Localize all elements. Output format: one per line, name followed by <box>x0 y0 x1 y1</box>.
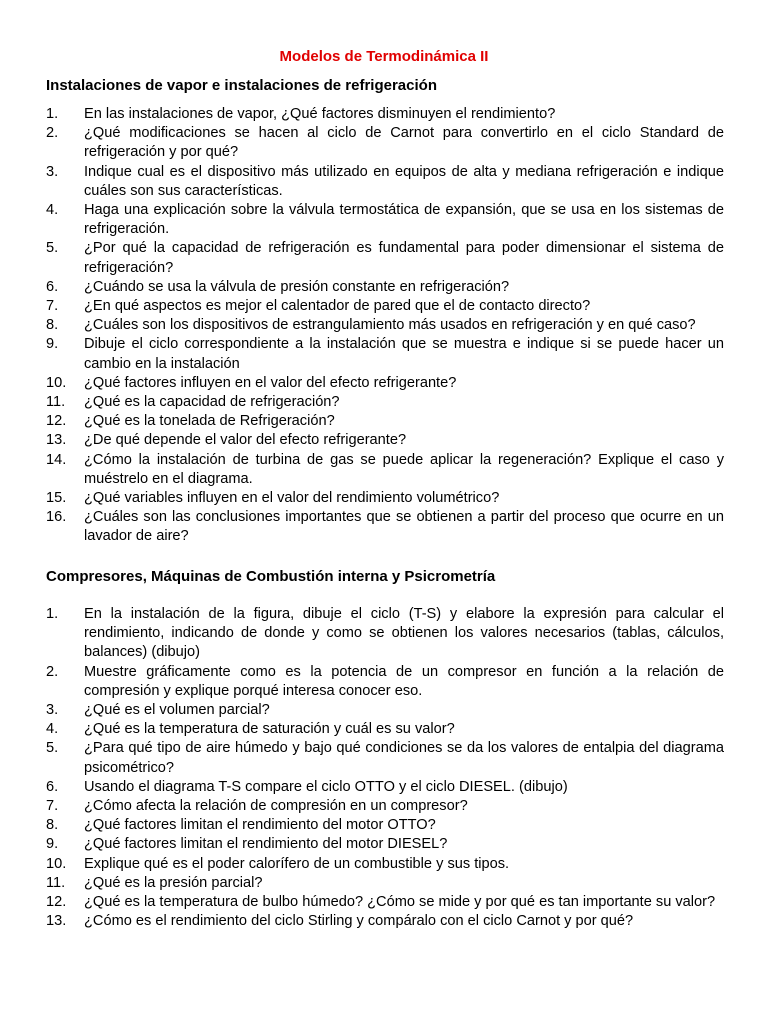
list-item <box>46 508 724 546</box>
list-item-text: ¿Cuándo se usa la válvula de presión constante en refrigeración? <box>84 278 510 295</box>
list-item <box>46 374 724 393</box>
list-item-text: ¿Qué es la temperatura de bulbo húmedo? ¿Cómo se mide y por qué es tan importante su valor? <box>84 894 716 911</box>
list-item <box>46 105 724 124</box>
list-item <box>46 739 724 777</box>
list-item <box>46 335 724 373</box>
list-item-text: ¿Qué factores influyen en el valor del efecto refrigerante? <box>84 374 457 391</box>
list-item-text: ¿De qué depende el valor del efecto refrigerante? <box>84 432 407 449</box>
list-item-text: ¿Qué factores limitan el rendimiento del motor DIESEL? <box>84 836 448 853</box>
list-item <box>46 893 724 912</box>
list-item-text: ¿Qué variables influyen en el valor del rendimiento volumétrico? <box>84 490 500 507</box>
list-item-text: ¿Qué modificaciones se hacen al ciclo de Carnot para convertirlo en el ciclo Standard de refrigeración y por qué? <box>84 125 724 161</box>
list-item-number: 2. <box>46 125 59 142</box>
list-item-number: 10. <box>46 855 67 872</box>
list-item-text: ¿En qué aspectos es mejor el calentador de pared que el de contacto directo? <box>84 298 591 315</box>
list-item <box>46 297 724 316</box>
list-item-text: En las instalaciones de vapor, ¿Qué factores disminuyen el rendimiento? <box>84 106 556 122</box>
list-item-number: 11. <box>46 874 66 891</box>
list-item-number: 3. <box>46 702 59 719</box>
list-item-text: ¿Qué es la temperatura de saturación y cuál es su valor? <box>84 721 455 738</box>
list-item <box>46 701 724 720</box>
list-item-number: 7. <box>46 798 59 815</box>
list-item-number: 5. <box>46 740 59 757</box>
list-item <box>46 855 724 874</box>
list-item-number: 5. <box>46 240 59 257</box>
list-item <box>46 163 724 201</box>
list-item-text: Dibuje el ciclo correspondiente a la instalación que se muestra e indique si se puede hacer un cambio en la instalación <box>84 336 724 372</box>
list-item-number: 2. <box>46 663 59 680</box>
list-item-number: 9. <box>46 836 59 853</box>
list-item-text: ¿Cómo es el rendimiento del ciclo Stirling y compáralo con el ciclo Carnot y por qué? <box>84 913 634 930</box>
section-heading-vapor-refrigeracion: Instalaciones de vapor e instalaciones de refrigeración <box>46 77 437 94</box>
list-item-text: ¿Qué es la tonelada de Refrigeración? <box>84 413 335 430</box>
list-item <box>46 663 724 701</box>
list-item <box>46 124 724 162</box>
list-item-text: ¿Cuáles son los dispositivos de estrangulamiento más usados en refrigeración y en qué caso? <box>84 317 696 334</box>
list-item <box>46 201 724 239</box>
list-item-number: 16. <box>46 509 67 526</box>
list-item-number: 14. <box>46 451 67 468</box>
list-item <box>46 778 724 797</box>
list-item-number: 8. <box>46 317 59 334</box>
list-item-text: Usando el diagrama T-S compare el ciclo OTTO y el ciclo DIESEL. (dibujo) <box>84 778 568 795</box>
list-item <box>46 451 724 489</box>
list-item-number: 12. <box>46 413 67 430</box>
list-item-text: Haga una explicación sobre la válvula termostática de expansión, que se usa en los sistemas de refrigeración. <box>84 202 724 238</box>
list-item-number: 8. <box>46 817 59 834</box>
list-item <box>46 912 724 931</box>
list-item-number: 13. <box>46 432 67 449</box>
list-item <box>46 797 724 816</box>
list-item <box>46 605 724 663</box>
list-item-number: 9. <box>46 336 59 353</box>
list-item-number: 3. <box>46 163 59 180</box>
list-item-number: 15. <box>46 490 67 507</box>
list-item <box>46 816 724 835</box>
list-item-text: ¿Cómo la instalación de turbina de gas se puede aplicar la regeneración? Explique el caso y muéstrelo en el diagrama. <box>84 451 724 487</box>
list-item <box>46 412 724 431</box>
list-item-text: ¿Qué es la presión parcial? <box>84 874 263 891</box>
list-item-number: 12. <box>46 894 67 911</box>
list-item-text: En la instalación de la figura, dibuje el ciclo (T-S) y elabore la expresión para calcular el rendimiento, indicando de donde y como se obtienen los valores necesarios (tablas, cálculos, balances) (dibujo) <box>84 606 724 661</box>
list-item-text: ¿Qué factores limitan el rendimiento del motor OTTO? <box>84 817 436 834</box>
list-item <box>46 489 724 508</box>
section-heading-compresores-psicrometria: Compresores, Máquinas de Combustión interna y Psicrometría <box>46 568 496 585</box>
list-item <box>46 316 724 335</box>
list-item <box>46 393 724 412</box>
list-item-number: 1. <box>46 106 59 122</box>
list-item <box>46 431 724 450</box>
list-item-text: Explique qué es el poder calorífero de un combustible y sus tipos. <box>84 855 510 872</box>
page-title: Modelos de Termodinámica II <box>279 48 489 65</box>
list-item-text: ¿Cuáles son las conclusiones importantes que se obtienen a partir del proceso que ocurre en un lavador de aire? <box>84 509 724 545</box>
list-item-number: 6. <box>46 778 59 795</box>
list-item-text: ¿Qué es el volumen parcial? <box>84 702 270 719</box>
list-item-number: 4. <box>46 721 59 738</box>
list-item <box>46 720 724 739</box>
list-item-text: Muestre gráficamente como es la potencia de un compresor en función a la relación de compresión y explique porqué interesa conocer eso. <box>84 663 724 699</box>
list-item <box>46 835 724 854</box>
list-item <box>46 874 724 893</box>
list-item <box>46 239 724 277</box>
question-list-vapor-refrigeracion <box>46 105 724 547</box>
list-item-text: ¿Qué es la capacidad de refrigeración? <box>84 394 340 411</box>
list-item-number: 13. <box>46 913 67 930</box>
list-item-number: 10. <box>46 374 67 391</box>
list-item-text: Indique cual es el dispositivo más utilizado en equipos de alta y mediana refrigeración e indique cuáles son sus características. <box>84 163 724 199</box>
list-item-number: 6. <box>46 278 59 295</box>
list-item-number: 11. <box>46 394 66 411</box>
list-item-text: ¿Por qué la capacidad de refrigeración es fundamental para poder dimensionar el sistema de refrigeración? <box>84 240 724 276</box>
list-item-text: ¿Cómo afecta la relación de compresión en un compresor? <box>84 798 468 815</box>
question-list-compresores-psicrometria <box>46 605 724 931</box>
list-item-number: 4. <box>46 202 59 219</box>
list-item <box>46 278 724 297</box>
list-item-text: ¿Para qué tipo de aire húmedo y bajo qué condiciones se da los valores de entalpia del diagrama psicométrico? <box>84 740 724 776</box>
list-item-number: 7. <box>46 298 59 315</box>
list-item-number: 1. <box>46 606 59 622</box>
